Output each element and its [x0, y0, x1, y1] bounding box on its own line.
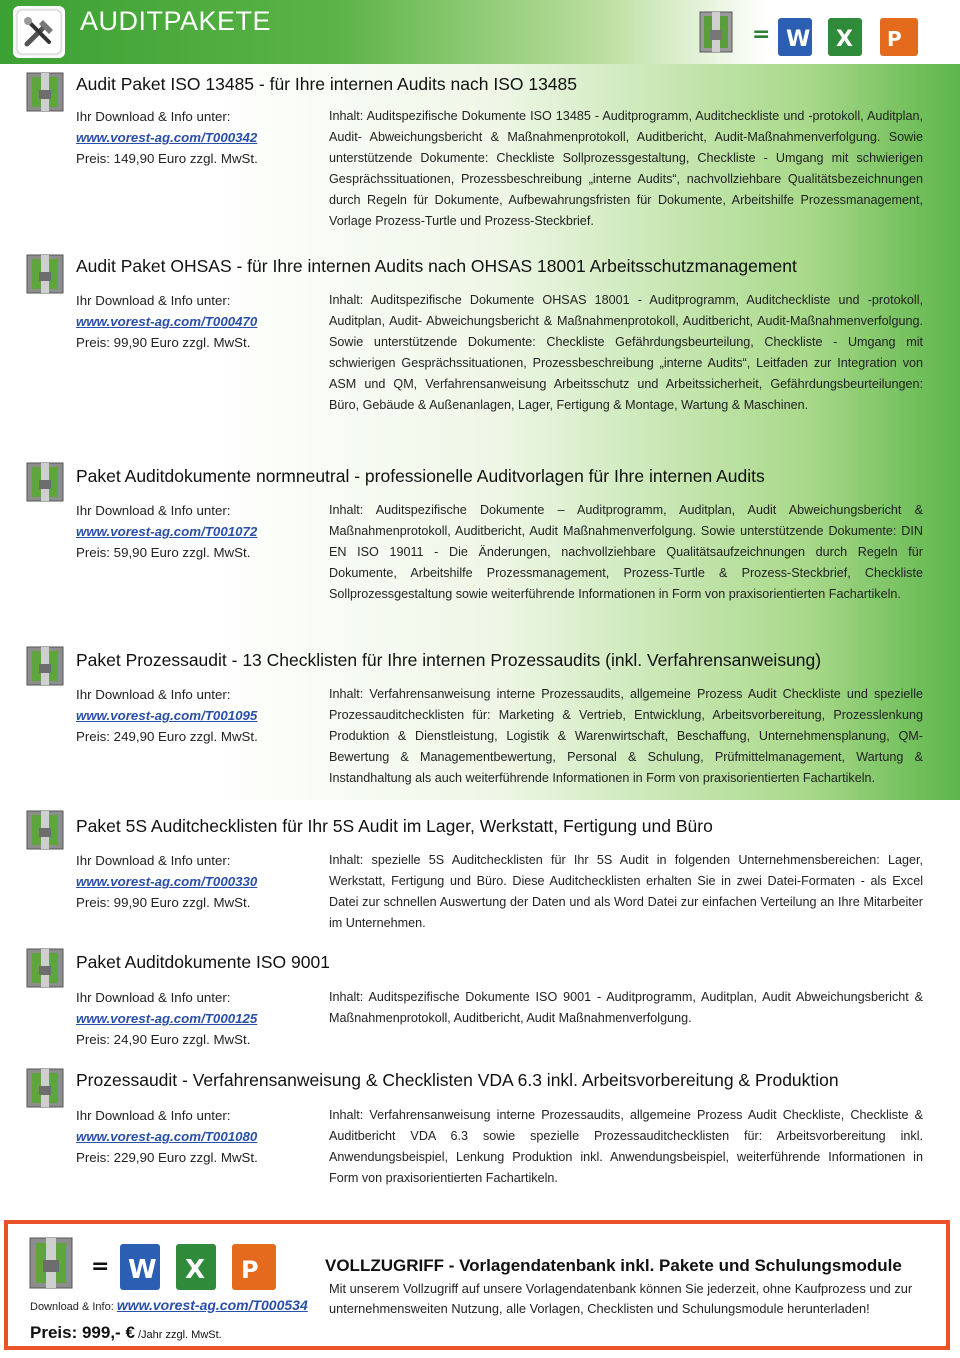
word-icon: [120, 1244, 160, 1290]
section-info: [76, 850, 296, 913]
download-label: Ihr Download & Info unter:: [76, 293, 231, 308]
excel-icon: [828, 18, 862, 56]
download-label: Ihr Download & Info unter:: [76, 109, 231, 124]
download-label: Ihr Download & Info unter:: [76, 503, 231, 518]
section-title: Paket 5S Auditchecklisten für Ihr 5S Audit im Lager, Werkstatt, Fertigung und Büro: [76, 816, 713, 836]
section-content: Inhalt: Auditspezifische Dokumente OHSAS 18001 - Auditprogramm, Auditcheckliste und -protokoll, Auditplan, Audit- Abweichungsbericht & Maßnahmenprotokoll, Auditbericht, Audit-Maßnahmenverfolgung. Sowie unterstützende Dokumente: Checkliste Gefährdungsbeurteilung, Checkliste - Umgang mit schwierigen Gesprächssituationen, Prozessbeschreibung „interne Audits“, Leitfaden zur Integration von ASM und QM, Verfahrensanweisung Arbeitsschutz und Arbeitssicherheit, Gefährdungsbeurteilungen: Büro, Gebäude & Außenanlagen, Lager, Fertigung & Montage, Wartung & Maschinen.: [329, 293, 923, 412]
download-link[interactable]: www.vorest-ag.com/T000534: [116, 1297, 308, 1313]
section-info: [76, 500, 296, 563]
section-title: Audit Paket OHSAS - für Ihre internen Audits nach OHSAS 18001 Arbeitsschutzmanagement: [76, 256, 797, 276]
download-link[interactable]: www.vorest-ag.com/T000342: [76, 130, 258, 145]
section-content: Inhalt: Verfahrensanweisung interne Prozessaudits, allgemeine Prozess Audit Checkliste, Checkliste & Auditbericht VDA 6.3 sowie spezielle Prozessauditchecklisten für: Arbeitsvorbereitung inkl. Anwendungsbeispiel, Lenkung Produktion inkl. Anwendungsbeispiel, weiterführende Informationen in Form von praxisorientierten Fachartikeln.: [329, 1108, 923, 1185]
download-label: Ihr Download & Info unter:: [76, 853, 231, 868]
section-content: Inhalt: Auditspezifische Dokumente ISO 13485 - Auditprogramm, Auditcheckliste und -protokoll, Auditplan, Audit- Abweichungsbericht & Maßnahmenprotokoll, Auditbericht, Audit-Maßnahmenverfolgung. Sowie unterstützende Dokumente: Checkliste Sollprozessgestaltung, Checkliste - Umgang mit schwierigen Gesprächssituationen, Prozessbeschreibung „interne Audits“, nachvollziehbare Qualitätsbezeichnungen durch Regeln für Dokumente, Aufbewahrungsfristen für Dokumente, Arbeitshilfe Prozessmanagement, Vorlage Prozess-Turtle und Prozess-Steckbrief.: [329, 109, 923, 228]
zip-archive-icon: [26, 72, 64, 112]
section-title: Paket Auditdokumente ISO 9001: [76, 952, 330, 972]
download-link[interactable]: www.vorest-ag.com/T001072: [76, 524, 258, 539]
section-title: Audit Paket ISO 13485 - für Ihre internen Audits nach ISO 13485: [76, 74, 578, 94]
section-info: [76, 1105, 296, 1168]
vollzugriff-title: VOLLZUGRIFF - Vorlagendatenbank inkl. Pakete und Schulungsmodule: [325, 1256, 902, 1275]
svg-text:P: P: [887, 27, 902, 51]
price-label: Preis: 149,90 Euro zzgl. MwSt.: [76, 151, 258, 166]
section-title: Paket Prozessaudit - 13 Checklisten für Ihre internen Prozessaudits (inkl. Verfahrensanweisung): [76, 650, 822, 670]
svg-text:P: P: [241, 1256, 259, 1284]
download-link[interactable]: www.vorest-ag.com/T001095: [76, 708, 258, 723]
powerpoint-icon: [232, 1244, 276, 1290]
section-title: Prozessaudit - Verfahrensanweisung & Checklisten VDA 6.3 inkl. Arbeitsvorbereitung & Produktion: [76, 1070, 839, 1090]
zip-archive-icon: [26, 1068, 64, 1108]
download-link[interactable]: www.vorest-ag.com/T000470: [76, 314, 258, 329]
price-label: Preis: 99,90 Euro zzgl. MwSt.: [76, 895, 251, 910]
word-icon: [778, 18, 812, 56]
vollzugriff-text: Mit unserem Vollzugriff auf unsere Vorlagendatenbank können Sie jederzeit, ohne Kaufprozess und zur unternehmensweiten Nutzung, alle Vorlagen, Checklisten und Schulungsmodule herunterladen!: [329, 1281, 913, 1316]
svg-text:W: W: [128, 1255, 157, 1285]
vollzugriff-file-formats-icon: [28, 1234, 288, 1294]
section-info: [76, 684, 296, 747]
file-formats-icon: [694, 8, 944, 64]
section-title: Paket Auditdokumente normneutral - professionelle Auditvorlagen für Ihre internen Audits: [76, 466, 765, 486]
price-label: Preis: 59,90 Euro zzgl. MwSt.: [76, 545, 251, 560]
download-link[interactable]: www.vorest-ag.com/T001080: [76, 1129, 258, 1144]
price-label: Preis: 99,90 Euro zzgl. MwSt.: [76, 335, 251, 350]
price-label: Preis: 249,90 Euro zzgl. MwSt.: [76, 729, 258, 744]
zip-archive-icon: [26, 462, 64, 502]
price-unit: /Jahr zzgl. MwSt.: [134, 1329, 222, 1341]
currency-symbol: €: [125, 1323, 135, 1342]
excel-icon: [176, 1244, 216, 1290]
section-content: Inhalt: Verfahrensanweisung interne Prozessaudits, allgemeine Prozess Audit Checkliste und spezielle Prozessauditchecklisten für: Marketing & Vertrieb, Entwicklung, Arbeitsvorbereitung, Prozesslenkung Produktion & Dienstleistung, Logistik & Warenwirtschaft, Beschaffung, Unternehmensplanung, QM-Bewertung & Managementbewertung, Personal & Schulung, Prüfmittelmanagement, Wartung & Instandhaltung als auch weiterführende Informationen in Form von praxisorientierten Fachartikeln.: [329, 687, 923, 785]
download-link[interactable]: www.vorest-ag.com/T000330: [76, 874, 258, 889]
equals-sign: =: [91, 1254, 110, 1279]
vollzugriff-price: [30, 1323, 222, 1343]
price-label: Preis: 24,90 Euro zzgl. MwSt.: [76, 1032, 251, 1047]
section-info: [76, 106, 296, 169]
page-title: AUDITPAKETE: [80, 6, 272, 36]
zip-archive-icon: [26, 254, 64, 294]
section-content: Inhalt: Auditspezifische Dokumente – Auditprogramm, Auditplan, Audit Abweichungsbericht & Maßnahmenprotokoll, Auditbericht, Audit Maßnahmenverfolgung. Sowie unterstützende Dokumente: DIN EN ISO 19011 - Die Änderungen, nachvollziehbare Qualitätsaufzeichnungen durch Regeln für Dokumente, Arbeitshilfe Prozessmanagement, Prozess-Turtle & Prozess-Steckbrief, Checkliste Sollprozessgestaltung sowie weiterführende Informationen in Form von praxisorientierten Fachartikeln.: [329, 503, 923, 601]
equals-sign: =: [752, 22, 771, 47]
svg-text:W: W: [786, 27, 811, 52]
vollzugriff-download: [30, 1297, 308, 1313]
price-label: Preis: 229,90 Euro zzgl. MwSt.: [76, 1150, 258, 1165]
section-info: [76, 290, 296, 353]
zip-archive-icon: [26, 948, 64, 988]
download-label: Ihr Download & Info unter:: [76, 1108, 231, 1123]
section-content: Inhalt: spezielle 5S Auditchecklisten für Ihr 5S Audit in folgenden Unternehmensbereichen: Lager, Werkstatt, Fertigung und Büro. Diese Auditchecklisten erhalten Sie in zwei Datei-Formaten - als Excel Datei zur schnellen Auswertung der Daten und als Word Datei zur einfachen Verteilung an Ihre Mitarbeiter im Unternehmen.: [329, 853, 923, 930]
zip-archive-icon: [26, 810, 64, 850]
download-link[interactable]: www.vorest-ag.com/T000125: [76, 1011, 258, 1026]
zip-archive-icon: [26, 646, 64, 686]
powerpoint-icon: [880, 18, 918, 56]
price-label: Preis: 999,-: [30, 1323, 126, 1342]
zip-archive-icon: [700, 12, 732, 52]
tools-icon: [13, 6, 65, 58]
download-label: Ihr Download & Info unter:: [76, 687, 231, 702]
download-label: Download & Info:: [30, 1301, 114, 1313]
download-label: Ihr Download & Info unter:: [76, 990, 231, 1005]
section-content: Inhalt: Auditspezifische Dokumente ISO 9001 - Auditprogramm, Auditplan, Audit Abweichungsbericht & Maßnahmenprotokoll, Auditbericht, Audit Maßnahmenverfolgung.: [329, 990, 923, 1025]
zip-archive-icon: [30, 1238, 72, 1288]
svg-text:X: X: [185, 1255, 206, 1285]
section-info: [76, 987, 296, 1050]
svg-text:X: X: [836, 27, 853, 52]
